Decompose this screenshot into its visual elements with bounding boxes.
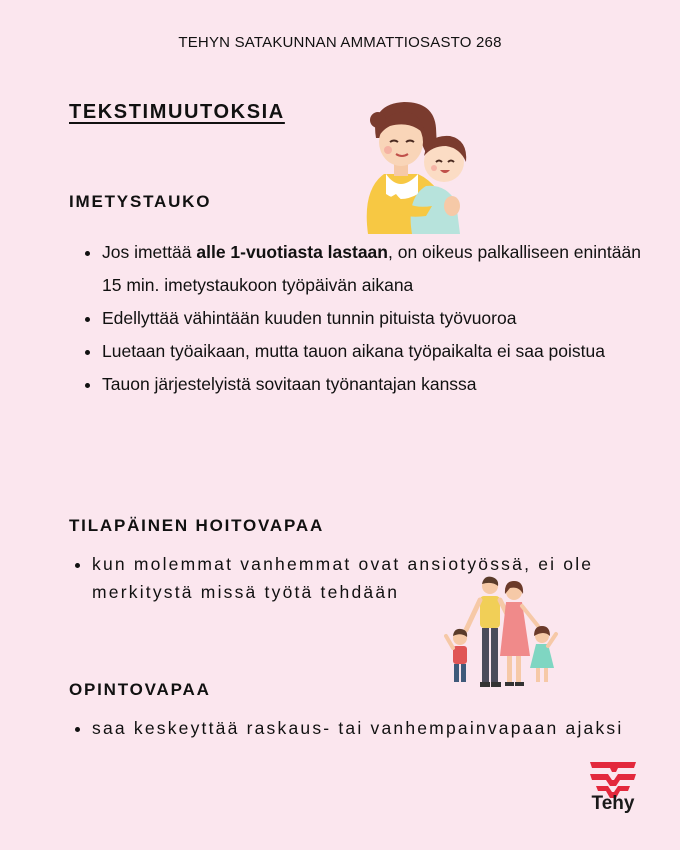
page-title: TEKSTIMUUTOKSIA	[69, 101, 285, 123]
section-heading-imetystauko: IMETYSTAUKO	[69, 192, 212, 211]
list-item: • saa keskeyttää raskaus- tai vanhempainvapaan ajaksi	[92, 714, 632, 742]
family-illustration	[444, 576, 562, 690]
list-item: • Luetaan työaikaan, mutta tauon aikana työpaikalta ei saa poistua	[102, 335, 642, 368]
organization-header: TEHYN SATAKUNNAN AMMATTIOSASTO 268	[178, 34, 502, 51]
list-item	[102, 236, 642, 302]
tehy-logo-text: Tehy	[591, 793, 635, 814]
list-item-text: Jos imettää	[102, 242, 197, 262]
list-item: • Tauon järjestelyistä sovitaan työnantajan kanssa	[102, 368, 642, 401]
list-item: • kun molemmat vanhemmat ovat ansiotyössä, ei ole merkitystä missä työtä tehdään	[92, 550, 632, 606]
list-item: • Edellyttää vähintään kuuden tunnin pituista työvuoroa	[102, 302, 642, 335]
list-item-text: , on oikeus palkalliseen enintään 15 min. imetystaukoon työpäivän aikana	[102, 242, 641, 295]
section-heading-hoitovapaa: TILAPÄINEN HOITOVAPAA	[69, 516, 325, 535]
section-heading-opintovapaa: OPINTOVAPAA	[69, 680, 211, 699]
opintovapaa-list	[76, 714, 632, 742]
imetystauko-list	[82, 236, 642, 401]
list-item-bold-text: alle 1-vuotiasta lastaan	[196, 242, 388, 262]
mother-baby-illustration	[356, 98, 480, 236]
